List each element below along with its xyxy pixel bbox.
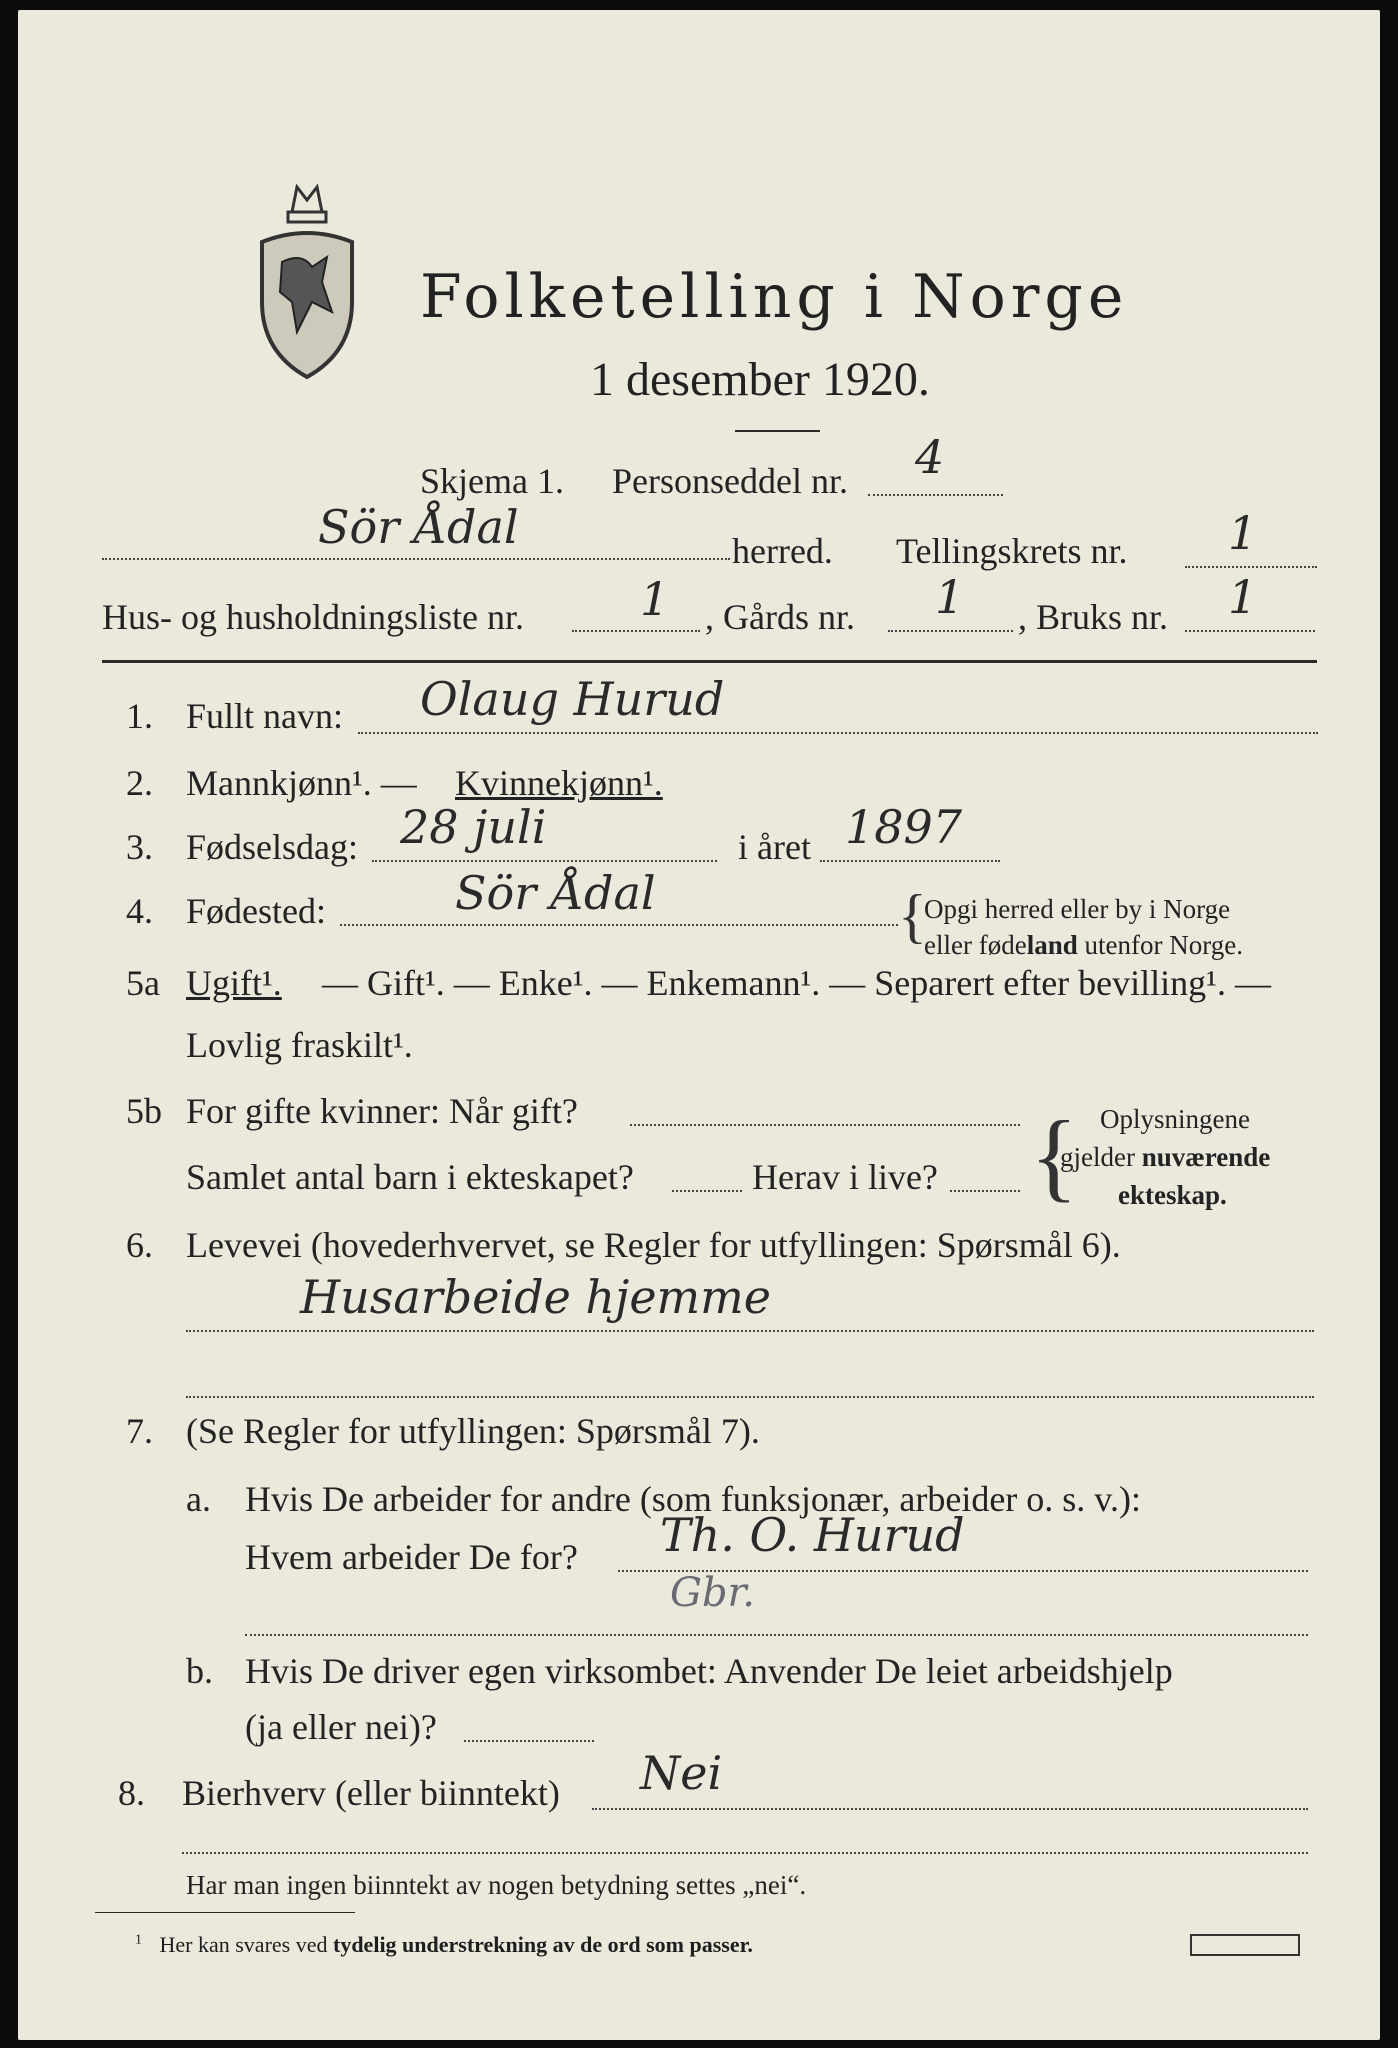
tellingskrets-label: Tellingskrets nr. [896, 531, 1128, 571]
husliste-line [572, 630, 700, 632]
husliste-label: Hus- og husholdningsliste nr. [102, 597, 525, 637]
q7a-text: Hvis De arbeider for andre (som funksjonær, arbeider o. s. v.): [245, 1479, 1141, 1519]
q4-brace: { [898, 883, 927, 949]
q5b-note-1: Oplysningene [1100, 1104, 1250, 1134]
q7a-line-2 [245, 1634, 1308, 1636]
q4-label: Fødested: [186, 891, 326, 931]
q7a-number: a. [186, 1479, 211, 1519]
q5b-note-2-bold: nuværende [1141, 1142, 1271, 1172]
q4-note-2-pre: eller føde [924, 930, 1027, 960]
q5b-note-3-bold: ekteskap. [1118, 1180, 1227, 1210]
bruks-line [1185, 630, 1315, 632]
q5b-brace: { [1030, 1100, 1078, 1211]
q3-line [372, 860, 717, 862]
bruks-value[interactable]: 1 [1228, 570, 1258, 624]
q7a-label-2: Hvem arbeider De for? [245, 1537, 578, 1577]
q5a-number: 5a [126, 963, 160, 1003]
q5b-line-2 [672, 1190, 742, 1192]
q1-number: 1. [126, 696, 153, 736]
q4-note-2 [924, 930, 1243, 961]
q1-value[interactable]: Olaug Hurud [420, 672, 725, 726]
q6-label: Levevei (hovederhvervet, se Regler for utfyllingen: Spørsmål 6). [186, 1225, 1121, 1265]
footnote-bold: tydelig understrekning av de ord som passer. [333, 1932, 753, 1957]
gards-line [888, 630, 1013, 632]
q6-line-1 [186, 1330, 1314, 1332]
q2-female[interactable]: Kvinnekjønn¹. [455, 763, 663, 803]
q8-value[interactable]: Nei [640, 1746, 723, 1800]
q8-label: Bierhverv (eller biinntekt) [182, 1773, 560, 1813]
q5a-ugift[interactable]: Ugift¹. [186, 963, 282, 1003]
q5b-label-3: Herav i live? [752, 1157, 938, 1197]
q7b-label-2: (ja eller nei)? [245, 1707, 437, 1747]
q4-note-2-post: utenfor Norge. [1077, 930, 1243, 960]
q5b-note-2 [1060, 1142, 1270, 1173]
gards-label: , Gårds nr. [705, 597, 855, 637]
q8-number: 8. [118, 1773, 145, 1813]
form-title: Folketelling i Norge [420, 262, 1129, 332]
q5a-line2: Lovlig fraskilt¹. [186, 1025, 413, 1065]
footer-divider [95, 1912, 355, 1913]
q8-line-2 [182, 1852, 1308, 1854]
q1-label: Fullt navn: [186, 696, 344, 736]
q5b-note-3 [1118, 1180, 1227, 1211]
header-divider [102, 660, 1317, 663]
q4-note-1: Opgi herred eller by i Norge [924, 894, 1231, 924]
q4-number: 4. [126, 891, 153, 931]
skjema-label: Skjema 1. [420, 461, 564, 501]
q7b-number: b. [186, 1651, 213, 1691]
title-divider [735, 430, 820, 432]
q4-note-2-bold: land [1026, 930, 1078, 960]
q7a-value-2[interactable]: Gbr. [670, 1570, 755, 1616]
q2-male: Mannkjønn¹. — [186, 763, 417, 803]
q8-note: Har man ingen biinntekt av nogen betydning settes „nei“. [186, 1870, 807, 1900]
q3-label: Fødselsdag: [186, 827, 359, 867]
husliste-value[interactable]: 1 [640, 572, 670, 626]
personseddel-label: Personseddel nr. [612, 461, 848, 501]
q5b-label-2: Samlet antal barn i ekteskapet? [186, 1157, 634, 1197]
q6-number: 6. [126, 1225, 153, 1265]
bruks-label: , Bruks nr. [1018, 597, 1169, 637]
footnote-text: Her kan svares ved [159, 1932, 333, 1957]
q3-year-line [820, 860, 1000, 862]
q5b-number: 5b [126, 1091, 162, 1131]
personseddel-line [868, 494, 1003, 496]
q7-number: 7. [126, 1411, 153, 1451]
q1-line [358, 732, 1318, 734]
q4-value[interactable]: Sör Ådal [455, 866, 656, 920]
q7-label: (Se Regler for utfyllingen: Spørsmål 7). [186, 1411, 760, 1451]
q3-year-value[interactable]: 1897 [845, 800, 963, 854]
q7b-text: Hvis De driver egen virksombet: Anvender De leiet arbeidshjelp [245, 1651, 1173, 1691]
q6-line-2 [186, 1396, 1314, 1398]
q8-line-1 [592, 1808, 1308, 1810]
personseddel-value[interactable]: 4 [915, 430, 945, 484]
q3-number: 3. [126, 827, 153, 867]
tellingskrets-line [1185, 566, 1317, 568]
form-date: 1 desember 1920. [590, 353, 930, 406]
gards-value[interactable]: 1 [935, 570, 965, 624]
q3-year-label: i året [738, 827, 811, 867]
herred-value[interactable]: Sör Ådal [318, 500, 519, 554]
coat-of-arms-icon [252, 182, 362, 382]
printer-stamp [1190, 1934, 1300, 1956]
q7b-line [464, 1740, 594, 1742]
herred-label: herred. [732, 531, 833, 571]
q5b-line-1 [630, 1124, 1020, 1126]
herred-line [102, 558, 730, 560]
q3-value[interactable]: 28 juli [400, 800, 547, 854]
footnote [135, 1932, 753, 1958]
q5b-line-3 [950, 1190, 1020, 1192]
q6-value[interactable]: Husarbeide hjemme [300, 1270, 772, 1324]
q4-line [340, 924, 898, 926]
q5a-rest: — Gift¹. — Enke¹. — Enkemann¹. — Separert efter bevilling¹. — [322, 963, 1271, 1003]
q5b-note-2-pre: gjelder [1060, 1142, 1142, 1172]
q7a-value[interactable]: Th. O. Hurud [660, 1508, 965, 1562]
footnote-mark: 1 [135, 1932, 142, 1948]
tellingskrets-value[interactable]: 1 [1228, 506, 1258, 560]
q5b-label-1: For gifte kvinner: Når gift? [186, 1091, 578, 1131]
q2-number: 2. [126, 763, 153, 803]
